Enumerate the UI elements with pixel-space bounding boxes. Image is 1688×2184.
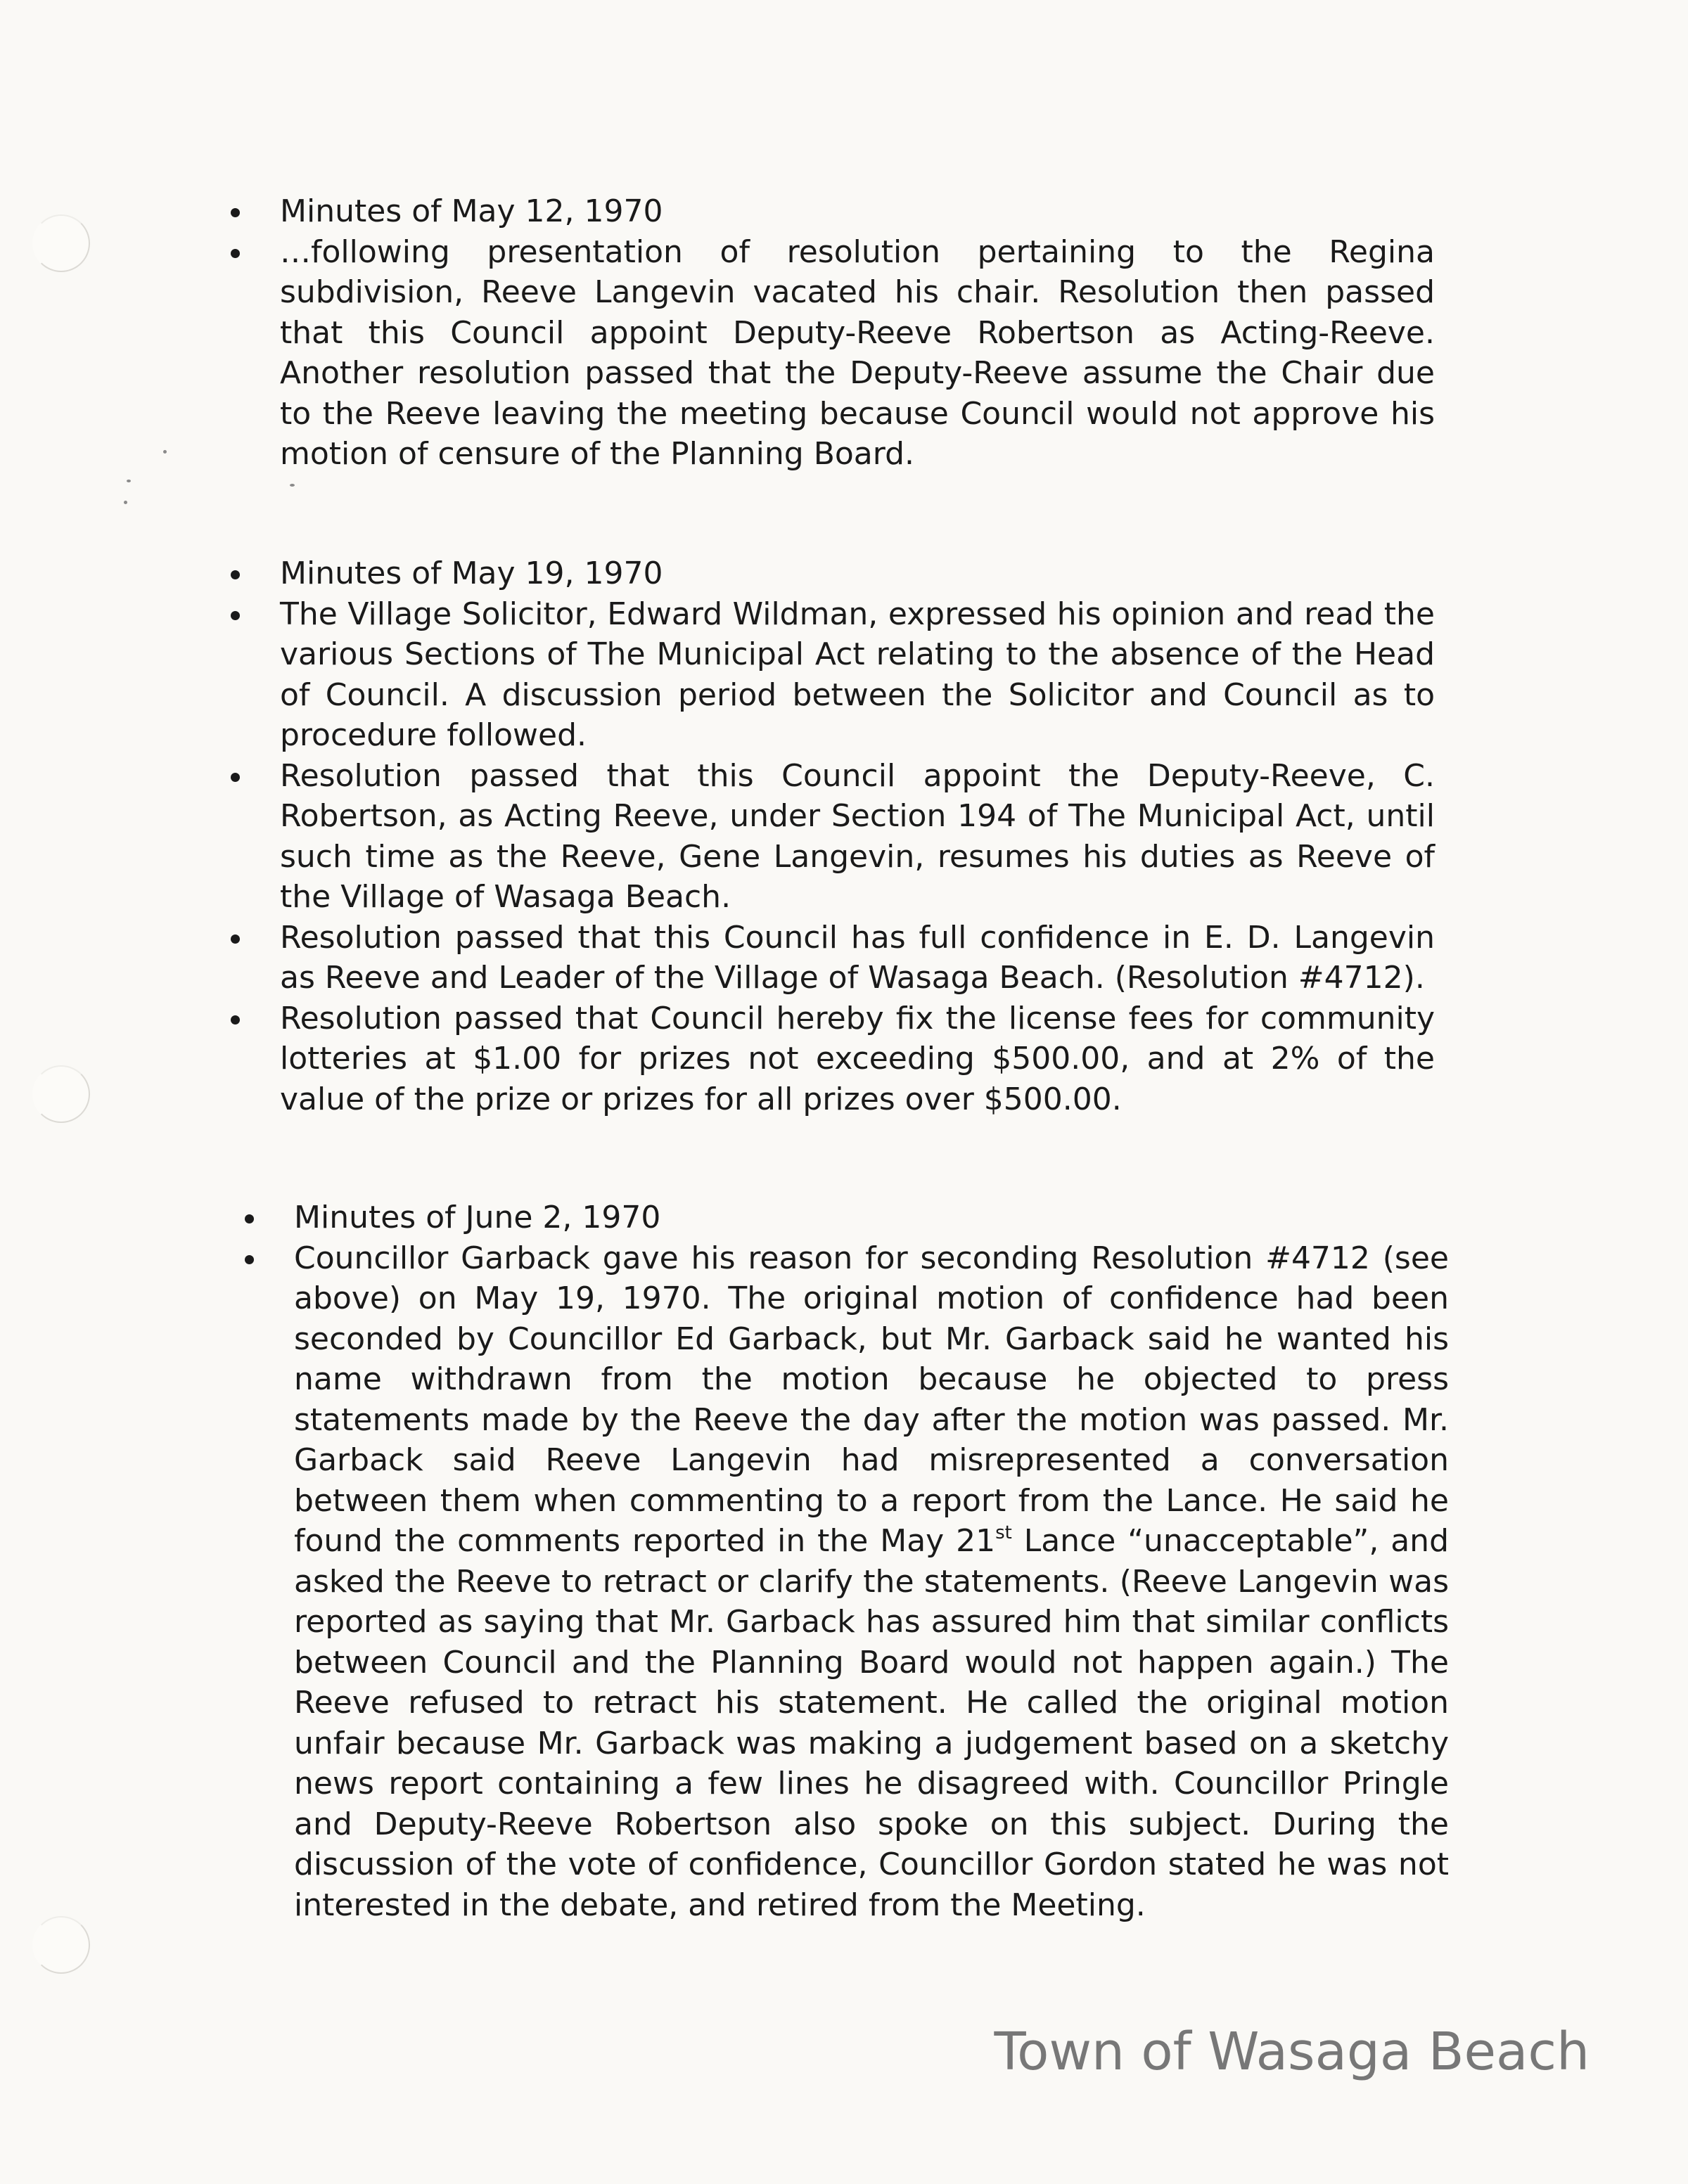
punch-hole <box>32 1065 90 1123</box>
scan-speck <box>290 484 295 487</box>
minutes-section-june-2 <box>239 1197 1449 1925</box>
list-item: Resolution passed that this Council has full confidence in E. D. Langevin as Reeve and Leader of the Village of Wasaga Beach. (Resolution #4712). <box>225 918 1435 998</box>
punch-hole <box>32 214 90 272</box>
list-item: Resolution passed that this Council appoint the Deputy-Reeve, C. Robertson, as Acting Reeve, under Section 194 of The Municipal Act, until such time as the Reeve, Gene Langevin, resumes his duties as Reeve of the Village of Wasaga Beach. <box>225 756 1435 918</box>
item-text: Councillor Garback gave his reason for seconding Resolution #4712 (see above) on May 19, 1970. The original motion of confidence had been seconded by Councillor Ed Garback, but Mr. Garback said he wanted his name withdrawn from the motion because he objected to press statements made by the Reeve the day after the motion was passed. Mr. Garback said Reeve Langevin had misrepresented a conversation between them when commenting to a report from the Lance. He said he found the comments reported in the May 21 <box>294 1240 1449 1559</box>
ordinal-suffix: st <box>995 1522 1012 1543</box>
scan-speck <box>124 501 127 504</box>
section-heading: Minutes of June 2, 1970 <box>239 1197 1449 1238</box>
bullet-list <box>225 191 1435 475</box>
bullet-list <box>225 553 1435 1119</box>
watermark-footer: Town of Wasaga Beach <box>994 2022 1590 2082</box>
list-item: …following presentation of resolution pertaining to the Regina subdivision, Reeve Langevin vacated his chair. Resolution then passed that this Council appoint Deputy-Reeve Robertson as Acting-Reeve. Another resolution passed that the Deputy-Reeve assume the Chair due to the Reeve leaving the meeting because Council would not approve his motion of censure of the Planning Board. <box>225 232 1435 475</box>
section-heading: Minutes of May 19, 1970 <box>225 553 1435 594</box>
section-heading: Minutes of May 12, 1970 <box>225 191 1435 232</box>
bullet-list <box>239 1197 1449 1925</box>
list-item: The Village Solicitor, Edward Wildman, expressed his opinion and read the various Sections of The Municipal Act relating to the absence of the Head of Council. A discussion period between the Solicitor and Council as to procedure followed. <box>225 594 1435 756</box>
minutes-section-may-12 <box>225 191 1435 475</box>
scan-speck <box>163 450 167 454</box>
punch-hole <box>32 1916 90 1974</box>
list-item <box>239 1238 1449 1926</box>
minutes-section-may-19 <box>225 553 1435 1119</box>
scan-speck <box>127 480 131 482</box>
list-item: Resolution passed that Council hereby fix the license fees for community lotteries at $1.00 for prizes not exceeding $500.00, and at 2% of the value of the prize or prizes for all prizes over $500.00. <box>225 998 1435 1120</box>
item-text: Lance “unacceptable”, and asked the Reeve to retract or clarify the statements. (Reeve Langevin was reported as saying that Mr. Garback has assured him that similar conflicts between Council and the Planning Board would not happen again.) The Reeve refused to retract his statement. He called the original motion unfair because Mr. Garback was making a judgement based on a sketchy news report containing a few lines he disagreed with. Councillor Pringle and Deputy-Reeve Robertson also spoke on this subject. During the discussion of the vote of confidence, Councillor Gordon stated he was not interested in the debate, and retired from the Meeting. <box>294 1523 1449 1923</box>
